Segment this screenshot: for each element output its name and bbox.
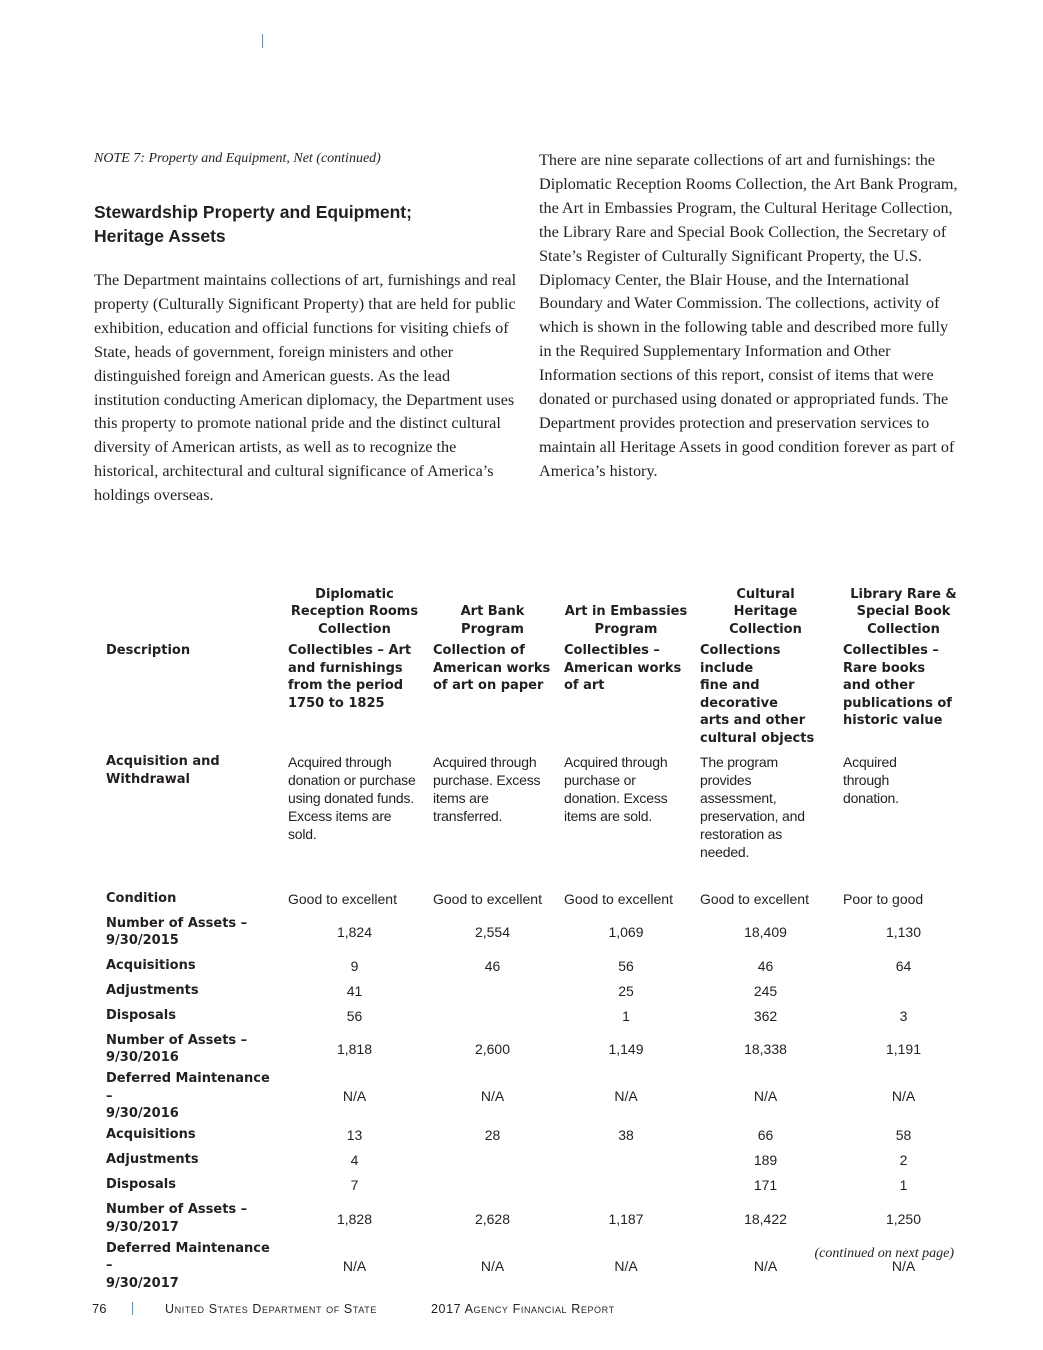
table-row [100, 1173, 970, 1198]
table-cell: 46 [484, 957, 501, 974]
table-cell: 46 [757, 957, 774, 974]
table-cell: 362 [753, 1007, 778, 1024]
table-cell [558, 1173, 694, 1198]
table-row [100, 978, 970, 1003]
column-header: Cultural Heritage Collection [729, 586, 802, 637]
section-heading-line1: Stewardship Property and Equipment; [94, 202, 412, 222]
row-label: Number of Assets – 9/30/2017 [106, 1202, 248, 1235]
table-cell [427, 1148, 558, 1173]
table-cell: Acquired through purchase. Excess items are transferred. [433, 754, 541, 824]
table-cell: N/A [342, 1088, 367, 1105]
column-header: Art Bank Program [460, 604, 525, 637]
table-cell: Good to excellent [433, 891, 542, 907]
table-cell: N/A [753, 1257, 778, 1274]
heritage-assets-table [100, 584, 970, 1292]
table-cell: N/A [891, 1257, 916, 1274]
table-cell: N/A [891, 1088, 916, 1105]
table-cell: 3 [899, 1007, 908, 1024]
table-cell: 38 [618, 1127, 634, 1143]
table-cell [427, 1173, 558, 1198]
table-cell: Good to excellent [700, 891, 809, 907]
column-header: Library Rare & Special Book Collection [850, 586, 957, 637]
table-cell: Collection of American works of art on paper [433, 643, 551, 693]
header-label-cell [100, 584, 282, 640]
table-cell [427, 978, 558, 1003]
table-row [100, 1198, 970, 1240]
row-label: Adjustments [106, 982, 199, 998]
row-label: Deferred Maintenance – 9/30/2017 [106, 1240, 270, 1291]
table-cell: 1 [622, 1007, 630, 1024]
row-label: Acquisition and Withdrawal [106, 754, 220, 787]
table-row-acquisition [100, 753, 970, 873]
table-cell: 13 [346, 1127, 363, 1143]
table-row [100, 911, 970, 953]
table-cell: 18,338 [744, 1041, 787, 1057]
table-cell: 2,628 [474, 1210, 511, 1227]
table-row-description [100, 640, 970, 753]
table-cell: 28 [484, 1127, 501, 1143]
table-cell: 2,554 [474, 924, 511, 940]
table-cell: 1,828 [336, 1210, 373, 1227]
table-header-row [100, 584, 970, 640]
table-cell: N/A [753, 1088, 778, 1105]
table-cell: Collections include fine and decorative arts and other cultural objects [700, 643, 815, 746]
table-cell: 1,187 [608, 1210, 644, 1227]
table-row-condition [100, 873, 970, 911]
page-footer [92, 1301, 615, 1316]
column-header: Diplomatic Reception Rooms Collection [290, 586, 419, 637]
note-label: NOTE 7: Property and Equipment, Net (continued) [94, 151, 381, 166]
table-cell [837, 978, 970, 1003]
row-label: Condition [106, 890, 177, 906]
table-cell: 9 [350, 957, 359, 974]
column-header: Art in Embassies Program [564, 604, 688, 637]
footer-department: United States Department of State [165, 1301, 377, 1316]
table-cell [427, 1003, 558, 1028]
table-cell: 58 [895, 1127, 912, 1143]
row-label: Acquisitions [106, 957, 196, 973]
table-cell: Good to excellent [288, 891, 397, 907]
table-cell: 1,149 [608, 1041, 644, 1057]
table-cell: Collectibles – Rare books and other publications of historic value [843, 643, 952, 728]
table-cell: 18,422 [744, 1210, 787, 1227]
table-cell: 1,824 [336, 924, 373, 940]
table-cell: 2,600 [474, 1041, 511, 1057]
table-cell: The program provides assessment, preservation, and restoration as needed. [700, 754, 805, 860]
table-cell: 41 [346, 982, 363, 999]
row-label: Number of Assets – 9/30/2016 [106, 1032, 248, 1065]
row-label: Acquisitions [106, 1127, 196, 1143]
table-cell: 25 [618, 982, 634, 999]
table-cell: Acquired through purchase or donation. Excess items are sold. [564, 754, 668, 824]
continued-note: (continued on next page) [814, 1246, 954, 1261]
row-label: Disposals [106, 1007, 176, 1023]
table-cell: 1,130 [885, 924, 922, 940]
page-number: 76 [92, 1301, 107, 1316]
collections-paragraph: There are nine separate collections of art and furnishings: the Diplomatic Reception Rooms Collection, the Art Bank Program, the Art in Embassies Program, the Cultural Heritage Collection, the Library Rare and Special Book Collection, the Secretary of State’s Register of Culturally Significant Property, the U.S. Diplomacy Center, the Blair House, and the International Boundary and Water Commission. The collections, activity of which is shown in the following table and described more fully in the Required Supplementary Information and Other Information sections of this report, consist of items that were donated or purchased using donated or appropriated funds. The Department provides protection and preservation services to maintain all Heritage Assets in good condition forever as part of America’s history. [539, 151, 958, 480]
footer-report-title: 2017 Agency Financial Report [431, 1301, 615, 1316]
table-row [100, 1123, 970, 1148]
table-cell: Acquired through donation or purchase using donated funds. Excess items are sold. [288, 754, 416, 842]
table-row [100, 1070, 970, 1123]
table-cell: N/A [614, 1088, 638, 1105]
intro-paragraph: The Department maintains collections of art, furnishings and real property (Culturally Significant Property) that are held for public exhibition, education and official functions for visiting chiefs of State, heads of government, foreign ministers and other distinguished foreign and American guests. As the lead institution conducting American diplomacy, the Department uses this property to promote national pride and the distinct cultural diversity of American artists, as well as to recognize the historical, architectural and cultural significance of America’s holdings overseas. [94, 271, 517, 505]
table-cell: 171 [753, 1177, 778, 1193]
table-cell: 7 [350, 1177, 359, 1193]
table-cell: 56 [346, 1007, 363, 1024]
table-row [100, 1003, 970, 1028]
table-cell: 56 [618, 957, 634, 974]
table-cell: 1,069 [608, 924, 644, 940]
table-cell [558, 1148, 694, 1173]
table-cell: 66 [757, 1127, 774, 1143]
table-cell: Poor to good [843, 891, 924, 907]
table-cell: 18,409 [744, 924, 787, 940]
table-cell: Acquired through donation. [843, 754, 899, 806]
table-cell: 1,250 [885, 1210, 922, 1227]
row-label: Disposals [106, 1177, 176, 1193]
table-row [100, 1148, 970, 1173]
row-label: Adjustments [106, 1152, 199, 1168]
table-cell: 1,818 [336, 1041, 373, 1057]
table-cell: N/A [480, 1257, 505, 1274]
table-cell: Collectibles – American works of art [564, 643, 682, 693]
table-row [100, 953, 970, 978]
table-cell: N/A [342, 1257, 367, 1274]
table-cell: 1 [899, 1177, 908, 1193]
header-divider [262, 34, 263, 48]
footer-divider [132, 1302, 133, 1315]
table-cell: N/A [480, 1088, 505, 1105]
table-cell: 1,191 [885, 1041, 922, 1057]
row-label: Number of Assets – 9/30/2015 [106, 915, 248, 948]
table-row [100, 1028, 970, 1070]
table-cell: 2 [899, 1152, 908, 1168]
table-cell: 245 [753, 982, 778, 999]
table-cell: N/A [614, 1257, 638, 1274]
table-cell: Collectibles – Art and furnishings from the period 1750 to 1825 [288, 643, 412, 711]
section-heading-line2: Heritage Assets [94, 226, 226, 246]
table-cell: 4 [350, 1152, 359, 1168]
row-label: Deferred Maintenance – 9/30/2016 [106, 1071, 270, 1121]
section-heading [94, 200, 474, 248]
table-cell: 64 [895, 957, 912, 974]
table-cell: 189 [753, 1152, 778, 1168]
row-label: Description [106, 643, 191, 658]
table-cell: Good to excellent [564, 891, 673, 907]
